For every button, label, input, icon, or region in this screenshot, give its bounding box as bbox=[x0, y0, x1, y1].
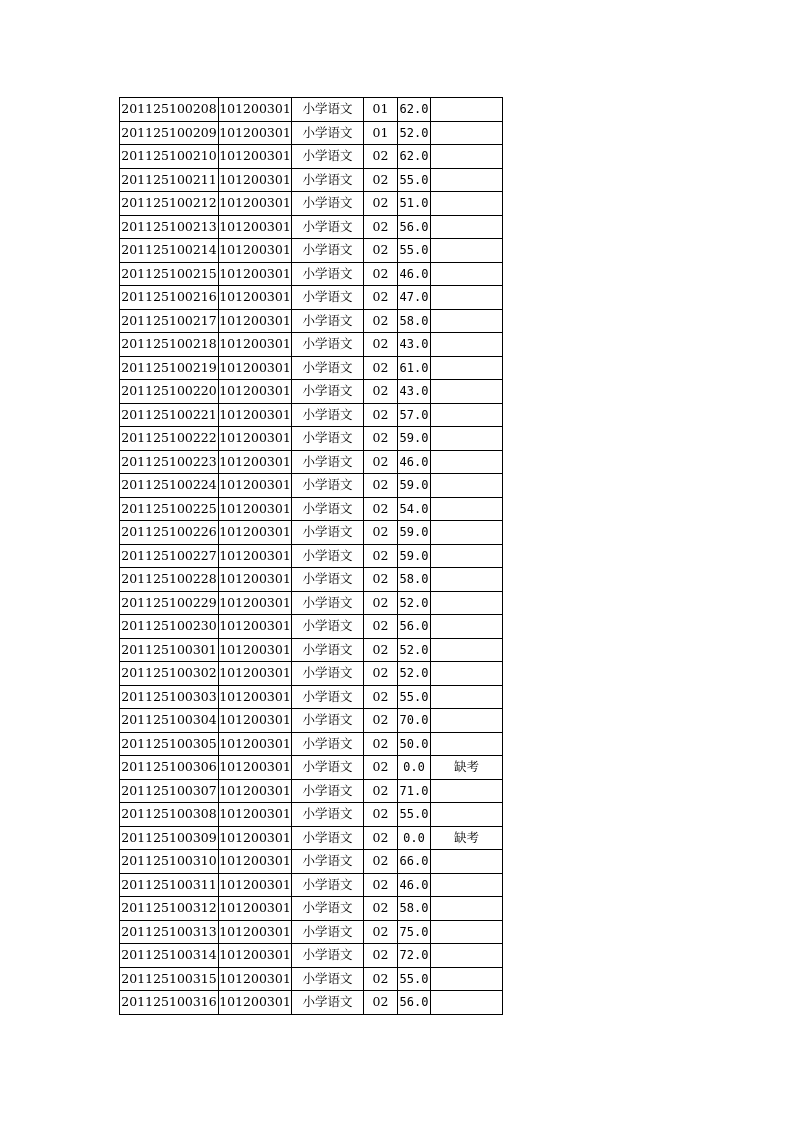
cell-class-number: 02 bbox=[364, 356, 398, 380]
table-row bbox=[120, 638, 503, 662]
cell-course-code: 101200301 bbox=[219, 615, 292, 639]
cell-class-number: 02 bbox=[364, 920, 398, 944]
cell-candidate-id: 201125100302 bbox=[120, 662, 219, 686]
table-row bbox=[120, 544, 503, 568]
cell-class-number: 02 bbox=[364, 215, 398, 239]
table-row bbox=[120, 286, 503, 310]
table-row bbox=[120, 967, 503, 991]
table-row bbox=[120, 779, 503, 803]
cell-candidate-id: 201125100314 bbox=[120, 944, 219, 968]
table-row bbox=[120, 732, 503, 756]
cell-candidate-id: 201125100225 bbox=[120, 497, 219, 521]
table-row bbox=[120, 121, 503, 145]
cell-course-code: 101200301 bbox=[219, 356, 292, 380]
cell-subject: 小学语文 bbox=[292, 544, 364, 568]
cell-class-number: 02 bbox=[364, 779, 398, 803]
cell-score: 52.0 bbox=[398, 591, 431, 615]
table-row bbox=[120, 98, 503, 122]
cell-class-number: 02 bbox=[364, 967, 398, 991]
cell-score: 46.0 bbox=[398, 450, 431, 474]
cell-course-code: 101200301 bbox=[219, 333, 292, 357]
cell-score: 43.0 bbox=[398, 380, 431, 404]
cell-score: 58.0 bbox=[398, 568, 431, 592]
table-row bbox=[120, 427, 503, 451]
table-row bbox=[120, 685, 503, 709]
cell-course-code: 101200301 bbox=[219, 709, 292, 733]
cell-candidate-id: 201125100223 bbox=[120, 450, 219, 474]
table-row bbox=[120, 474, 503, 498]
cell-remark bbox=[431, 98, 503, 122]
cell-remark bbox=[431, 215, 503, 239]
cell-class-number: 02 bbox=[364, 662, 398, 686]
cell-candidate-id: 201125100224 bbox=[120, 474, 219, 498]
cell-candidate-id: 201125100213 bbox=[120, 215, 219, 239]
score-table bbox=[119, 97, 503, 1015]
cell-course-code: 101200301 bbox=[219, 145, 292, 169]
cell-candidate-id: 201125100310 bbox=[120, 850, 219, 874]
cell-subject: 小学语文 bbox=[292, 521, 364, 545]
cell-remark bbox=[431, 967, 503, 991]
cell-score: 54.0 bbox=[398, 497, 431, 521]
cell-subject: 小学语文 bbox=[292, 850, 364, 874]
cell-candidate-id: 201125100218 bbox=[120, 333, 219, 357]
cell-class-number: 02 bbox=[364, 732, 398, 756]
cell-remark bbox=[431, 685, 503, 709]
cell-remark bbox=[431, 709, 503, 733]
cell-subject: 小学语文 bbox=[292, 168, 364, 192]
table-row bbox=[120, 920, 503, 944]
table-row bbox=[120, 991, 503, 1015]
cell-candidate-id: 201125100226 bbox=[120, 521, 219, 545]
cell-score: 70.0 bbox=[398, 709, 431, 733]
cell-score: 75.0 bbox=[398, 920, 431, 944]
cell-class-number: 02 bbox=[364, 591, 398, 615]
cell-remark bbox=[431, 662, 503, 686]
table-row bbox=[120, 897, 503, 921]
cell-score: 55.0 bbox=[398, 168, 431, 192]
cell-class-number: 02 bbox=[364, 427, 398, 451]
cell-course-code: 101200301 bbox=[219, 685, 292, 709]
cell-candidate-id: 201125100305 bbox=[120, 732, 219, 756]
cell-course-code: 101200301 bbox=[219, 215, 292, 239]
cell-remark bbox=[431, 568, 503, 592]
cell-class-number: 02 bbox=[364, 450, 398, 474]
cell-subject: 小学语文 bbox=[292, 920, 364, 944]
table-row bbox=[120, 826, 503, 850]
cell-subject: 小学语文 bbox=[292, 497, 364, 521]
cell-remark bbox=[431, 121, 503, 145]
cell-candidate-id: 201125100211 bbox=[120, 168, 219, 192]
cell-candidate-id: 201125100208 bbox=[120, 98, 219, 122]
cell-class-number: 02 bbox=[364, 309, 398, 333]
cell-class-number: 02 bbox=[364, 380, 398, 404]
cell-subject: 小学语文 bbox=[292, 709, 364, 733]
table-row bbox=[120, 944, 503, 968]
cell-remark bbox=[431, 497, 503, 521]
cell-subject: 小学语文 bbox=[292, 262, 364, 286]
cell-class-number: 02 bbox=[364, 638, 398, 662]
cell-course-code: 101200301 bbox=[219, 121, 292, 145]
cell-course-code: 101200301 bbox=[219, 568, 292, 592]
cell-score: 62.0 bbox=[398, 98, 431, 122]
cell-class-number: 02 bbox=[364, 615, 398, 639]
cell-candidate-id: 201125100313 bbox=[120, 920, 219, 944]
table-row bbox=[120, 591, 503, 615]
cell-candidate-id: 201125100222 bbox=[120, 427, 219, 451]
cell-remark bbox=[431, 427, 503, 451]
cell-course-code: 101200301 bbox=[219, 967, 292, 991]
cell-remark bbox=[431, 168, 503, 192]
cell-subject: 小学语文 bbox=[292, 756, 364, 780]
cell-subject: 小学语文 bbox=[292, 474, 364, 498]
score-table-body bbox=[120, 98, 503, 1015]
cell-class-number: 02 bbox=[364, 333, 398, 357]
cell-candidate-id: 201125100221 bbox=[120, 403, 219, 427]
cell-subject: 小学语文 bbox=[292, 309, 364, 333]
cell-subject: 小学语文 bbox=[292, 944, 364, 968]
cell-subject: 小学语文 bbox=[292, 803, 364, 827]
cell-class-number: 02 bbox=[364, 850, 398, 874]
cell-candidate-id: 201125100228 bbox=[120, 568, 219, 592]
cell-score: 43.0 bbox=[398, 333, 431, 357]
cell-course-code: 101200301 bbox=[219, 262, 292, 286]
cell-course-code: 101200301 bbox=[219, 873, 292, 897]
cell-candidate-id: 201125100303 bbox=[120, 685, 219, 709]
cell-course-code: 101200301 bbox=[219, 168, 292, 192]
cell-course-code: 101200301 bbox=[219, 521, 292, 545]
cell-candidate-id: 201125100220 bbox=[120, 380, 219, 404]
table-row bbox=[120, 450, 503, 474]
cell-class-number: 02 bbox=[364, 544, 398, 568]
cell-remark: 缺考 bbox=[431, 826, 503, 850]
cell-class-number: 02 bbox=[364, 568, 398, 592]
cell-score: 46.0 bbox=[398, 873, 431, 897]
cell-score: 55.0 bbox=[398, 239, 431, 263]
cell-subject: 小学语文 bbox=[292, 897, 364, 921]
cell-candidate-id: 201125100209 bbox=[120, 121, 219, 145]
cell-class-number: 02 bbox=[364, 826, 398, 850]
cell-candidate-id: 201125100306 bbox=[120, 756, 219, 780]
cell-class-number: 02 bbox=[364, 474, 398, 498]
cell-subject: 小学语文 bbox=[292, 333, 364, 357]
cell-subject: 小学语文 bbox=[292, 732, 364, 756]
cell-class-number: 02 bbox=[364, 521, 398, 545]
table-row bbox=[120, 215, 503, 239]
cell-remark: 缺考 bbox=[431, 756, 503, 780]
cell-score: 59.0 bbox=[398, 521, 431, 545]
cell-score: 0.0 bbox=[398, 826, 431, 850]
cell-score: 59.0 bbox=[398, 544, 431, 568]
cell-remark bbox=[431, 333, 503, 357]
cell-class-number: 02 bbox=[364, 897, 398, 921]
cell-remark bbox=[431, 286, 503, 310]
cell-subject: 小学语文 bbox=[292, 826, 364, 850]
cell-class-number: 02 bbox=[364, 873, 398, 897]
cell-score: 72.0 bbox=[398, 944, 431, 968]
cell-candidate-id: 201125100301 bbox=[120, 638, 219, 662]
cell-score: 59.0 bbox=[398, 427, 431, 451]
cell-class-number: 02 bbox=[364, 168, 398, 192]
cell-score: 52.0 bbox=[398, 662, 431, 686]
cell-class-number: 02 bbox=[364, 145, 398, 169]
cell-score: 56.0 bbox=[398, 215, 431, 239]
cell-score: 51.0 bbox=[398, 192, 431, 216]
cell-course-code: 101200301 bbox=[219, 897, 292, 921]
cell-remark bbox=[431, 356, 503, 380]
table-row bbox=[120, 145, 503, 169]
table-row bbox=[120, 192, 503, 216]
cell-remark bbox=[431, 380, 503, 404]
cell-candidate-id: 201125100312 bbox=[120, 897, 219, 921]
cell-score: 57.0 bbox=[398, 403, 431, 427]
cell-course-code: 101200301 bbox=[219, 239, 292, 263]
cell-candidate-id: 201125100308 bbox=[120, 803, 219, 827]
cell-course-code: 101200301 bbox=[219, 474, 292, 498]
cell-score: 55.0 bbox=[398, 803, 431, 827]
cell-remark bbox=[431, 615, 503, 639]
cell-score: 62.0 bbox=[398, 145, 431, 169]
cell-score: 58.0 bbox=[398, 309, 431, 333]
cell-subject: 小学语文 bbox=[292, 403, 364, 427]
cell-subject: 小学语文 bbox=[292, 662, 364, 686]
cell-course-code: 101200301 bbox=[219, 638, 292, 662]
cell-subject: 小学语文 bbox=[292, 967, 364, 991]
cell-candidate-id: 201125100307 bbox=[120, 779, 219, 803]
table-row bbox=[120, 497, 503, 521]
cell-score: 46.0 bbox=[398, 262, 431, 286]
cell-subject: 小学语文 bbox=[292, 685, 364, 709]
cell-subject: 小学语文 bbox=[292, 427, 364, 451]
cell-subject: 小学语文 bbox=[292, 450, 364, 474]
cell-remark bbox=[431, 521, 503, 545]
cell-score: 56.0 bbox=[398, 615, 431, 639]
cell-course-code: 101200301 bbox=[219, 826, 292, 850]
cell-candidate-id: 201125100217 bbox=[120, 309, 219, 333]
cell-candidate-id: 201125100210 bbox=[120, 145, 219, 169]
cell-remark bbox=[431, 732, 503, 756]
cell-candidate-id: 201125100214 bbox=[120, 239, 219, 263]
cell-course-code: 101200301 bbox=[219, 98, 292, 122]
cell-course-code: 101200301 bbox=[219, 944, 292, 968]
cell-remark bbox=[431, 192, 503, 216]
cell-candidate-id: 201125100230 bbox=[120, 615, 219, 639]
table-row bbox=[120, 850, 503, 874]
cell-score: 50.0 bbox=[398, 732, 431, 756]
table-row bbox=[120, 662, 503, 686]
cell-candidate-id: 201125100311 bbox=[120, 873, 219, 897]
cell-class-number: 02 bbox=[364, 239, 398, 263]
cell-subject: 小学语文 bbox=[292, 121, 364, 145]
cell-subject: 小学语文 bbox=[292, 591, 364, 615]
cell-subject: 小学语文 bbox=[292, 779, 364, 803]
cell-subject: 小学语文 bbox=[292, 873, 364, 897]
cell-class-number: 02 bbox=[364, 685, 398, 709]
cell-class-number: 02 bbox=[364, 756, 398, 780]
cell-candidate-id: 201125100212 bbox=[120, 192, 219, 216]
cell-subject: 小学语文 bbox=[292, 215, 364, 239]
cell-course-code: 101200301 bbox=[219, 192, 292, 216]
cell-remark bbox=[431, 920, 503, 944]
cell-class-number: 02 bbox=[364, 497, 398, 521]
table-row bbox=[120, 333, 503, 357]
cell-remark bbox=[431, 897, 503, 921]
table-row bbox=[120, 803, 503, 827]
cell-course-code: 101200301 bbox=[219, 591, 292, 615]
table-row bbox=[120, 356, 503, 380]
cell-remark bbox=[431, 309, 503, 333]
cell-subject: 小学语文 bbox=[292, 145, 364, 169]
cell-class-number: 02 bbox=[364, 403, 398, 427]
cell-subject: 小学语文 bbox=[292, 380, 364, 404]
cell-remark bbox=[431, 873, 503, 897]
cell-remark bbox=[431, 403, 503, 427]
cell-course-code: 101200301 bbox=[219, 309, 292, 333]
table-row bbox=[120, 709, 503, 733]
cell-course-code: 101200301 bbox=[219, 403, 292, 427]
cell-candidate-id: 201125100215 bbox=[120, 262, 219, 286]
cell-candidate-id: 201125100316 bbox=[120, 991, 219, 1015]
cell-subject: 小学语文 bbox=[292, 568, 364, 592]
table-row bbox=[120, 756, 503, 780]
cell-course-code: 101200301 bbox=[219, 920, 292, 944]
cell-remark bbox=[431, 262, 503, 286]
cell-course-code: 101200301 bbox=[219, 991, 292, 1015]
cell-class-number: 02 bbox=[364, 803, 398, 827]
cell-class-number: 01 bbox=[364, 98, 398, 122]
cell-remark bbox=[431, 474, 503, 498]
table-row bbox=[120, 615, 503, 639]
cell-subject: 小学语文 bbox=[292, 286, 364, 310]
cell-score: 71.0 bbox=[398, 779, 431, 803]
cell-subject: 小学语文 bbox=[292, 239, 364, 263]
table-row bbox=[120, 168, 503, 192]
cell-remark bbox=[431, 239, 503, 263]
cell-score: 58.0 bbox=[398, 897, 431, 921]
cell-score: 47.0 bbox=[398, 286, 431, 310]
cell-class-number: 01 bbox=[364, 121, 398, 145]
cell-course-code: 101200301 bbox=[219, 756, 292, 780]
cell-remark bbox=[431, 779, 503, 803]
table-row bbox=[120, 239, 503, 263]
cell-score: 52.0 bbox=[398, 638, 431, 662]
table-row bbox=[120, 873, 503, 897]
table-row bbox=[120, 521, 503, 545]
cell-class-number: 02 bbox=[364, 192, 398, 216]
cell-remark bbox=[431, 450, 503, 474]
cell-remark bbox=[431, 591, 503, 615]
cell-candidate-id: 201125100315 bbox=[120, 967, 219, 991]
cell-course-code: 101200301 bbox=[219, 803, 292, 827]
cell-course-code: 101200301 bbox=[219, 450, 292, 474]
cell-remark bbox=[431, 991, 503, 1015]
cell-subject: 小学语文 bbox=[292, 192, 364, 216]
table-row bbox=[120, 309, 503, 333]
cell-remark bbox=[431, 944, 503, 968]
cell-class-number: 02 bbox=[364, 991, 398, 1015]
cell-remark bbox=[431, 638, 503, 662]
cell-course-code: 101200301 bbox=[219, 380, 292, 404]
cell-score: 66.0 bbox=[398, 850, 431, 874]
cell-candidate-id: 201125100219 bbox=[120, 356, 219, 380]
cell-remark bbox=[431, 544, 503, 568]
cell-class-number: 02 bbox=[364, 262, 398, 286]
cell-candidate-id: 201125100229 bbox=[120, 591, 219, 615]
cell-subject: 小学语文 bbox=[292, 991, 364, 1015]
cell-subject: 小学语文 bbox=[292, 98, 364, 122]
cell-remark bbox=[431, 850, 503, 874]
cell-class-number: 02 bbox=[364, 944, 398, 968]
cell-course-code: 101200301 bbox=[219, 732, 292, 756]
cell-score: 59.0 bbox=[398, 474, 431, 498]
cell-subject: 小学语文 bbox=[292, 356, 364, 380]
cell-score: 55.0 bbox=[398, 967, 431, 991]
cell-class-number: 02 bbox=[364, 286, 398, 310]
cell-course-code: 101200301 bbox=[219, 544, 292, 568]
table-row bbox=[120, 403, 503, 427]
cell-score: 56.0 bbox=[398, 991, 431, 1015]
table-row bbox=[120, 380, 503, 404]
cell-score: 61.0 bbox=[398, 356, 431, 380]
cell-subject: 小学语文 bbox=[292, 615, 364, 639]
cell-course-code: 101200301 bbox=[219, 662, 292, 686]
cell-class-number: 02 bbox=[364, 709, 398, 733]
cell-candidate-id: 201125100227 bbox=[120, 544, 219, 568]
cell-remark bbox=[431, 145, 503, 169]
cell-course-code: 101200301 bbox=[219, 850, 292, 874]
cell-score: 52.0 bbox=[398, 121, 431, 145]
cell-course-code: 101200301 bbox=[219, 779, 292, 803]
cell-remark bbox=[431, 803, 503, 827]
cell-course-code: 101200301 bbox=[219, 497, 292, 521]
cell-score: 55.0 bbox=[398, 685, 431, 709]
cell-course-code: 101200301 bbox=[219, 427, 292, 451]
cell-candidate-id: 201125100309 bbox=[120, 826, 219, 850]
cell-subject: 小学语文 bbox=[292, 638, 364, 662]
cell-course-code: 101200301 bbox=[219, 286, 292, 310]
cell-score: 0.0 bbox=[398, 756, 431, 780]
cell-candidate-id: 201125100216 bbox=[120, 286, 219, 310]
cell-candidate-id: 201125100304 bbox=[120, 709, 219, 733]
table-row bbox=[120, 262, 503, 286]
table-row bbox=[120, 568, 503, 592]
